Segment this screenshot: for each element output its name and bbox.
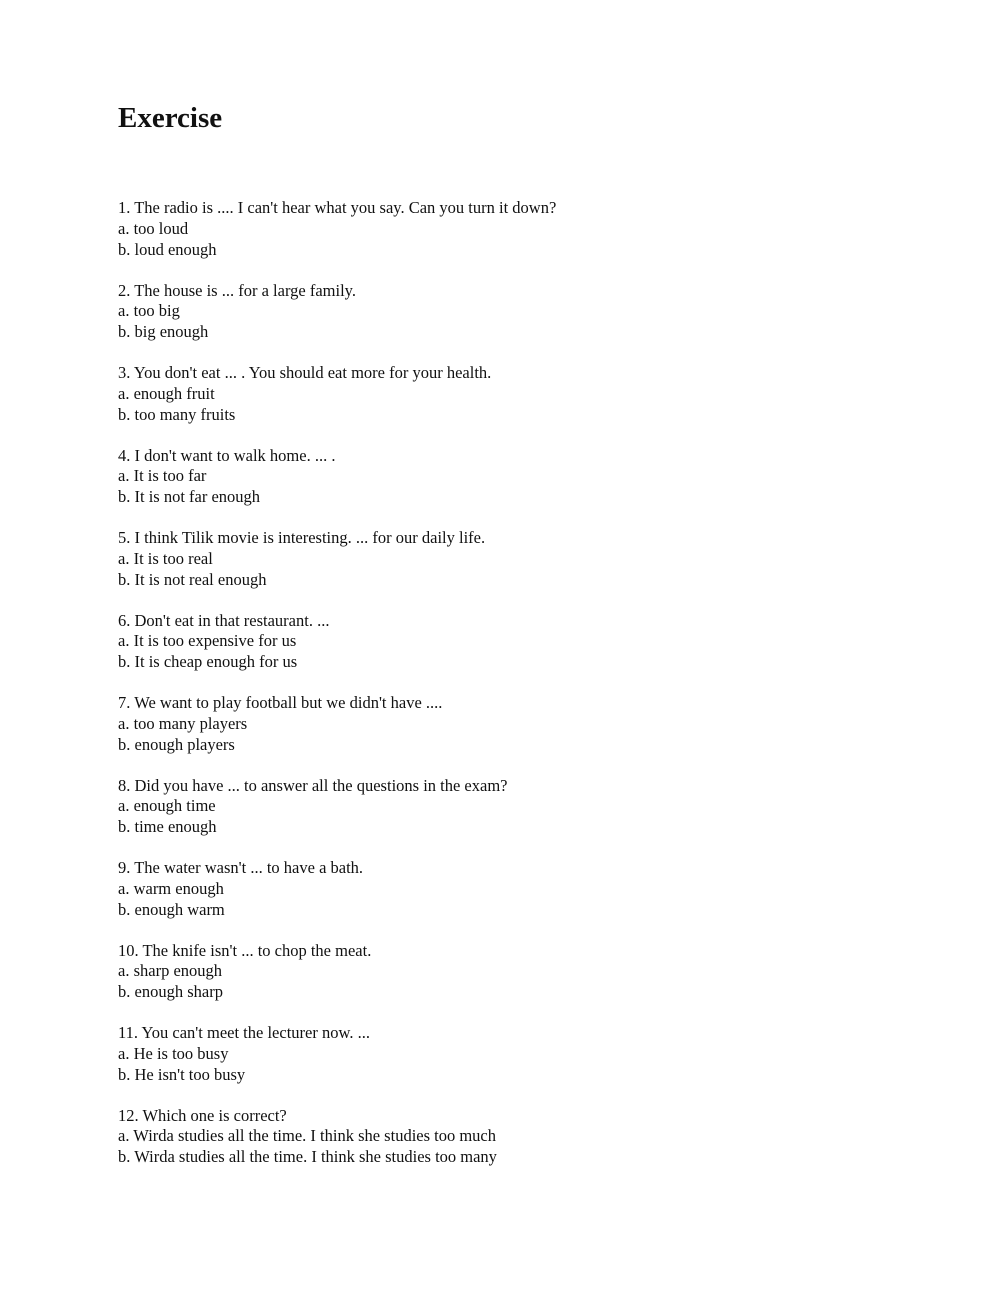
question-item xyxy=(118,1106,918,1189)
question-stem: 11. You can't meet the lecturer now. ... xyxy=(118,1023,370,1042)
option-a: a. too many players xyxy=(118,713,248,733)
question-item xyxy=(118,446,918,529)
question-item xyxy=(118,941,918,1024)
option-a: a. It is too far xyxy=(118,466,207,486)
question-item xyxy=(118,858,918,941)
question-item xyxy=(118,198,918,281)
option-a: a. too big xyxy=(118,301,180,321)
option-b: b. It is cheap enough for us xyxy=(118,652,298,672)
option-a: a. It is too real xyxy=(118,548,213,568)
option-b: b. big enough xyxy=(118,322,209,342)
question-stem: 12. Which one is correct? xyxy=(118,1105,287,1125)
option-b: b. enough players xyxy=(118,734,235,754)
option-b: b. It is not real enough xyxy=(118,569,267,589)
question-item xyxy=(118,693,918,776)
option-a: a. Wirda studies all the time. I think she studies too much xyxy=(118,1126,497,1146)
page-title: Exercise xyxy=(118,102,223,134)
option-a: a. enough fruit xyxy=(118,383,215,403)
option-b: b. enough warm xyxy=(118,899,225,919)
option-b: b. Wirda studies all the time. I think she studies too many xyxy=(118,1147,497,1167)
option-a: a. warm enough xyxy=(118,878,224,898)
question-stem: 10. The knife isn't ... to chop the meat. xyxy=(118,940,372,960)
option-a: a. sharp enough xyxy=(118,961,223,981)
option-b: b. It is not far enough xyxy=(118,487,261,507)
question-list xyxy=(118,198,918,1188)
question-stem: 4. I don't want to walk home. ... . xyxy=(118,445,336,465)
question-item xyxy=(118,611,918,694)
option-a: a. He is too busy xyxy=(118,1043,229,1063)
option-a: a. too loud xyxy=(118,218,189,238)
question-stem: 5. I think Tilik movie is interesting. ... for our daily life. xyxy=(118,528,486,547)
option-b: b. too many fruits xyxy=(118,404,236,424)
question-stem: 9. The water wasn't ... to have a bath. xyxy=(118,858,364,877)
question-item xyxy=(118,528,918,611)
question-stem: 3. You don't eat ... . You should eat more for your health. xyxy=(118,363,492,382)
question-stem: 8. Did you have ... to answer all the questions in the exam? xyxy=(118,775,508,795)
question-stem: 7. We want to play football but we didn't have .... xyxy=(118,693,443,712)
question-stem: 6. Don't eat in that restaurant. ... xyxy=(118,610,330,630)
question-stem: 1. The radio is .... I can't hear what you say. Can you turn it down? xyxy=(118,198,557,217)
option-b: b. enough sharp xyxy=(118,982,223,1002)
question-stem: 2. The house is ... for a large family. xyxy=(118,280,356,300)
question-item xyxy=(118,281,918,364)
option-b: b. He isn't too busy xyxy=(118,1064,246,1084)
question-item xyxy=(118,363,918,446)
question-item xyxy=(118,776,918,859)
option-a: a. enough time xyxy=(118,796,216,816)
option-a: a. It is too expensive for us xyxy=(118,631,297,651)
option-b: b. loud enough xyxy=(118,239,217,259)
option-b: b. time enough xyxy=(118,817,217,837)
question-item xyxy=(118,1023,918,1106)
